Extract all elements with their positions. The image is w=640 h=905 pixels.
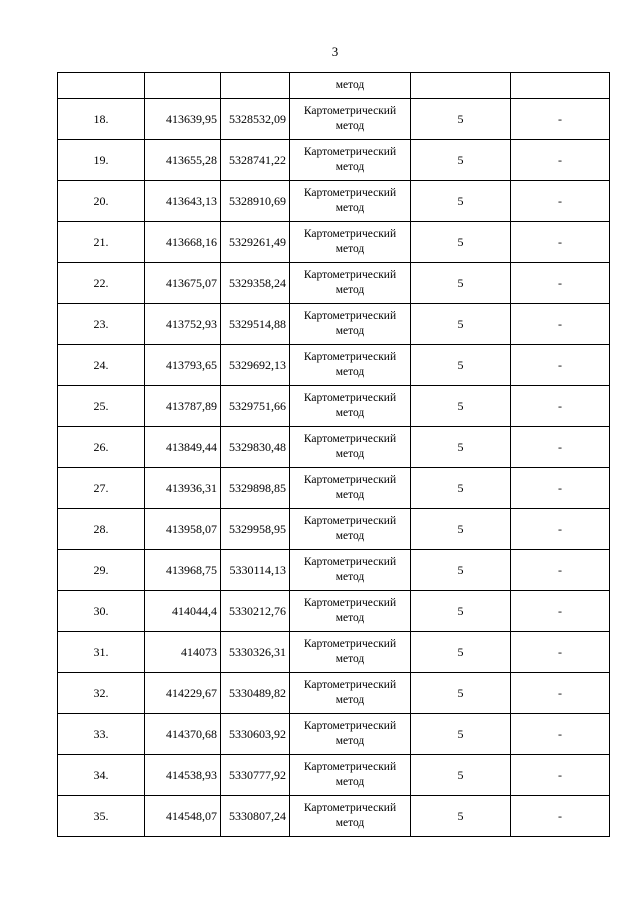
cell-method [290,181,411,222]
cell-num: 21. [58,222,145,263]
cell-note: - [511,222,610,263]
cell-y: 5330326,31 [221,632,290,673]
cell-y: 5329898,85 [221,468,290,509]
cell-y: 5328741,22 [221,140,290,181]
table-row [58,222,610,263]
table-row [58,550,610,591]
cell-x: 413787,89 [145,386,221,427]
table-row [58,140,610,181]
method-line-2: метод [335,202,365,214]
method-line-2: метод [335,612,365,624]
cell-num: 24. [58,345,145,386]
table-row [58,304,610,345]
cell-accuracy: 5 [411,222,511,263]
method-line-1: Картометрический [303,269,397,281]
cell-method [290,591,411,632]
method-line-1: Картометрический [303,351,397,363]
table-row [58,386,610,427]
method-line-1: Картометрический [303,679,397,691]
cell-accuracy: 5 [411,181,511,222]
cell-method [290,427,411,468]
method-line-1: Картометрический [303,802,397,814]
cell-note: - [511,345,610,386]
cell-method [290,304,411,345]
cell-x: 413968,75 [145,550,221,591]
method-line-1: Картометрический [303,392,397,404]
cell-x: 413668,16 [145,222,221,263]
method-line-1: Картометрический [303,433,397,445]
cell-method [290,222,411,263]
cell-num: 19. [58,140,145,181]
cell-x: 413793,65 [145,345,221,386]
table-row [58,673,610,714]
cell-y: 5329261,49 [221,222,290,263]
table-row [58,796,610,837]
cell-x: 413639,95 [145,99,221,140]
method-line-2: метод [335,571,365,583]
cell-accuracy: 5 [411,591,511,632]
cell-y [221,73,290,99]
cell-num: 26. [58,427,145,468]
cell-note: - [511,550,610,591]
method-line-2: метод [335,694,365,706]
table-row [58,263,610,304]
cell-x: 413675,07 [145,263,221,304]
cell-x: 413655,28 [145,140,221,181]
table-row [58,181,610,222]
cell-x: 413936,31 [145,468,221,509]
cell-x: 414044,4 [145,591,221,632]
page-number: 3 [331,44,339,59]
method-line-1: Картометрический [303,105,397,117]
cell-x: 413752,93 [145,304,221,345]
table-row [58,509,610,550]
table-row [58,632,610,673]
cell-note: - [511,140,610,181]
cell-x: 414370,68 [145,714,221,755]
cell-note: - [511,673,610,714]
cell-x: 414229,67 [145,673,221,714]
cell-method [290,509,411,550]
cell-x: 413849,44 [145,427,221,468]
cell-num: 32. [58,673,145,714]
cell-note [511,73,610,99]
method-line-2: метод [335,817,365,829]
method-line-1: Картометрический [303,638,397,650]
table-row [58,427,610,468]
cell-y: 5329358,24 [221,263,290,304]
cell-method [290,386,411,427]
cell-y: 5330212,76 [221,591,290,632]
method-line-2: метод [335,366,365,378]
continued-row [58,73,610,99]
method-line-1: Картометрический [303,474,397,486]
method-line-2: метод [335,243,365,255]
cell-num: 18. [58,99,145,140]
cell-method: метод [290,73,411,99]
cell-note: - [511,181,610,222]
cell-accuracy: 5 [411,386,511,427]
cell-num: 28. [58,509,145,550]
cell-accuracy: 5 [411,99,511,140]
method-line-2: метод [335,407,365,419]
cell-note: - [511,468,610,509]
cell-y: 5328532,09 [221,99,290,140]
table-row [58,591,610,632]
cell-method [290,673,411,714]
cell-accuracy: 5 [411,796,511,837]
cell-y: 5330603,92 [221,714,290,755]
cell-note: - [511,714,610,755]
cell-x: 413643,13 [145,181,221,222]
cell-accuracy: 5 [411,550,511,591]
cell-method [290,345,411,386]
cell-method [290,550,411,591]
method-line-2: метод [335,735,365,747]
method-line-1: Картометрический [303,597,397,609]
cell-y: 5330777,92 [221,755,290,796]
cell-note: - [511,263,610,304]
method-line-1: Картометрический [303,720,397,732]
cell-accuracy: 5 [411,714,511,755]
cell-method [290,632,411,673]
cell-x: 414073 [145,632,221,673]
cell-accuracy: 5 [411,673,511,714]
cell-note: - [511,304,610,345]
cell-accuracy: 5 [411,468,511,509]
cell-y: 5328910,69 [221,181,290,222]
cell-accuracy: 5 [411,263,511,304]
cell-accuracy [411,73,511,99]
cell-y: 5329958,95 [221,509,290,550]
cell-method [290,714,411,755]
cell-y: 5329692,13 [221,345,290,386]
cell-x: 414548,07 [145,796,221,837]
cell-x: 414538,93 [145,755,221,796]
table-body [58,73,610,837]
cell-num: 29. [58,550,145,591]
method-line-2: метод [335,530,365,542]
cell-num: 35. [58,796,145,837]
method-line-2: метод [335,325,365,337]
method-line-1: Картометрический [303,228,397,240]
method-line-2: метод [335,161,365,173]
cell-note: - [511,427,610,468]
cell-y: 5329830,48 [221,427,290,468]
cell-method [290,796,411,837]
method-line-2: метод [335,653,365,665]
method-line-1: Картометрический [303,556,397,568]
table-row [58,99,610,140]
method-line-1: Картометрический [303,761,397,773]
table-row [58,468,610,509]
cell-num: 33. [58,714,145,755]
cell-num: 20. [58,181,145,222]
method-line-1: Картометрический [303,515,397,527]
cell-y: 5330114,13 [221,550,290,591]
cell-accuracy: 5 [411,755,511,796]
cell-accuracy: 5 [411,345,511,386]
method-line-1: Картометрический [303,310,397,322]
cell-method [290,468,411,509]
cell-y: 5330807,24 [221,796,290,837]
cell-note: - [511,99,610,140]
method-line-2: метод [335,448,365,460]
cell-note: - [511,509,610,550]
table-row [58,714,610,755]
cell-y: 5329751,66 [221,386,290,427]
cell-method [290,140,411,181]
cell-num [58,73,145,99]
method-line-1: Картометрический [303,187,397,199]
cell-num: 31. [58,632,145,673]
cell-note: - [511,386,610,427]
cell-note: - [511,632,610,673]
cell-accuracy: 5 [411,140,511,181]
cell-accuracy: 5 [411,632,511,673]
method-line-2: метод [335,489,365,501]
cell-x: 413958,07 [145,509,221,550]
cell-accuracy: 5 [411,304,511,345]
cell-num: 23. [58,304,145,345]
cell-num: 30. [58,591,145,632]
cell-method [290,755,411,796]
method-line-2: метод [335,284,365,296]
cell-y: 5329514,88 [221,304,290,345]
table-row [58,755,610,796]
method-line-2: метод [335,776,365,788]
cell-note: - [511,591,610,632]
method-line-1: Картометрический [303,146,397,158]
coordinates-table [57,72,610,837]
cell-method [290,263,411,304]
cell-num: 34. [58,755,145,796]
method-line-2: метод [335,120,365,132]
cell-num: 27. [58,468,145,509]
cell-accuracy: 5 [411,427,511,468]
cell-num: 22. [58,263,145,304]
cell-y: 5330489,82 [221,673,290,714]
cell-note: - [511,796,610,837]
table-row [58,345,610,386]
cell-note: - [511,755,610,796]
cell-x [145,73,221,99]
cell-accuracy: 5 [411,509,511,550]
cell-method [290,99,411,140]
cell-num: 25. [58,386,145,427]
